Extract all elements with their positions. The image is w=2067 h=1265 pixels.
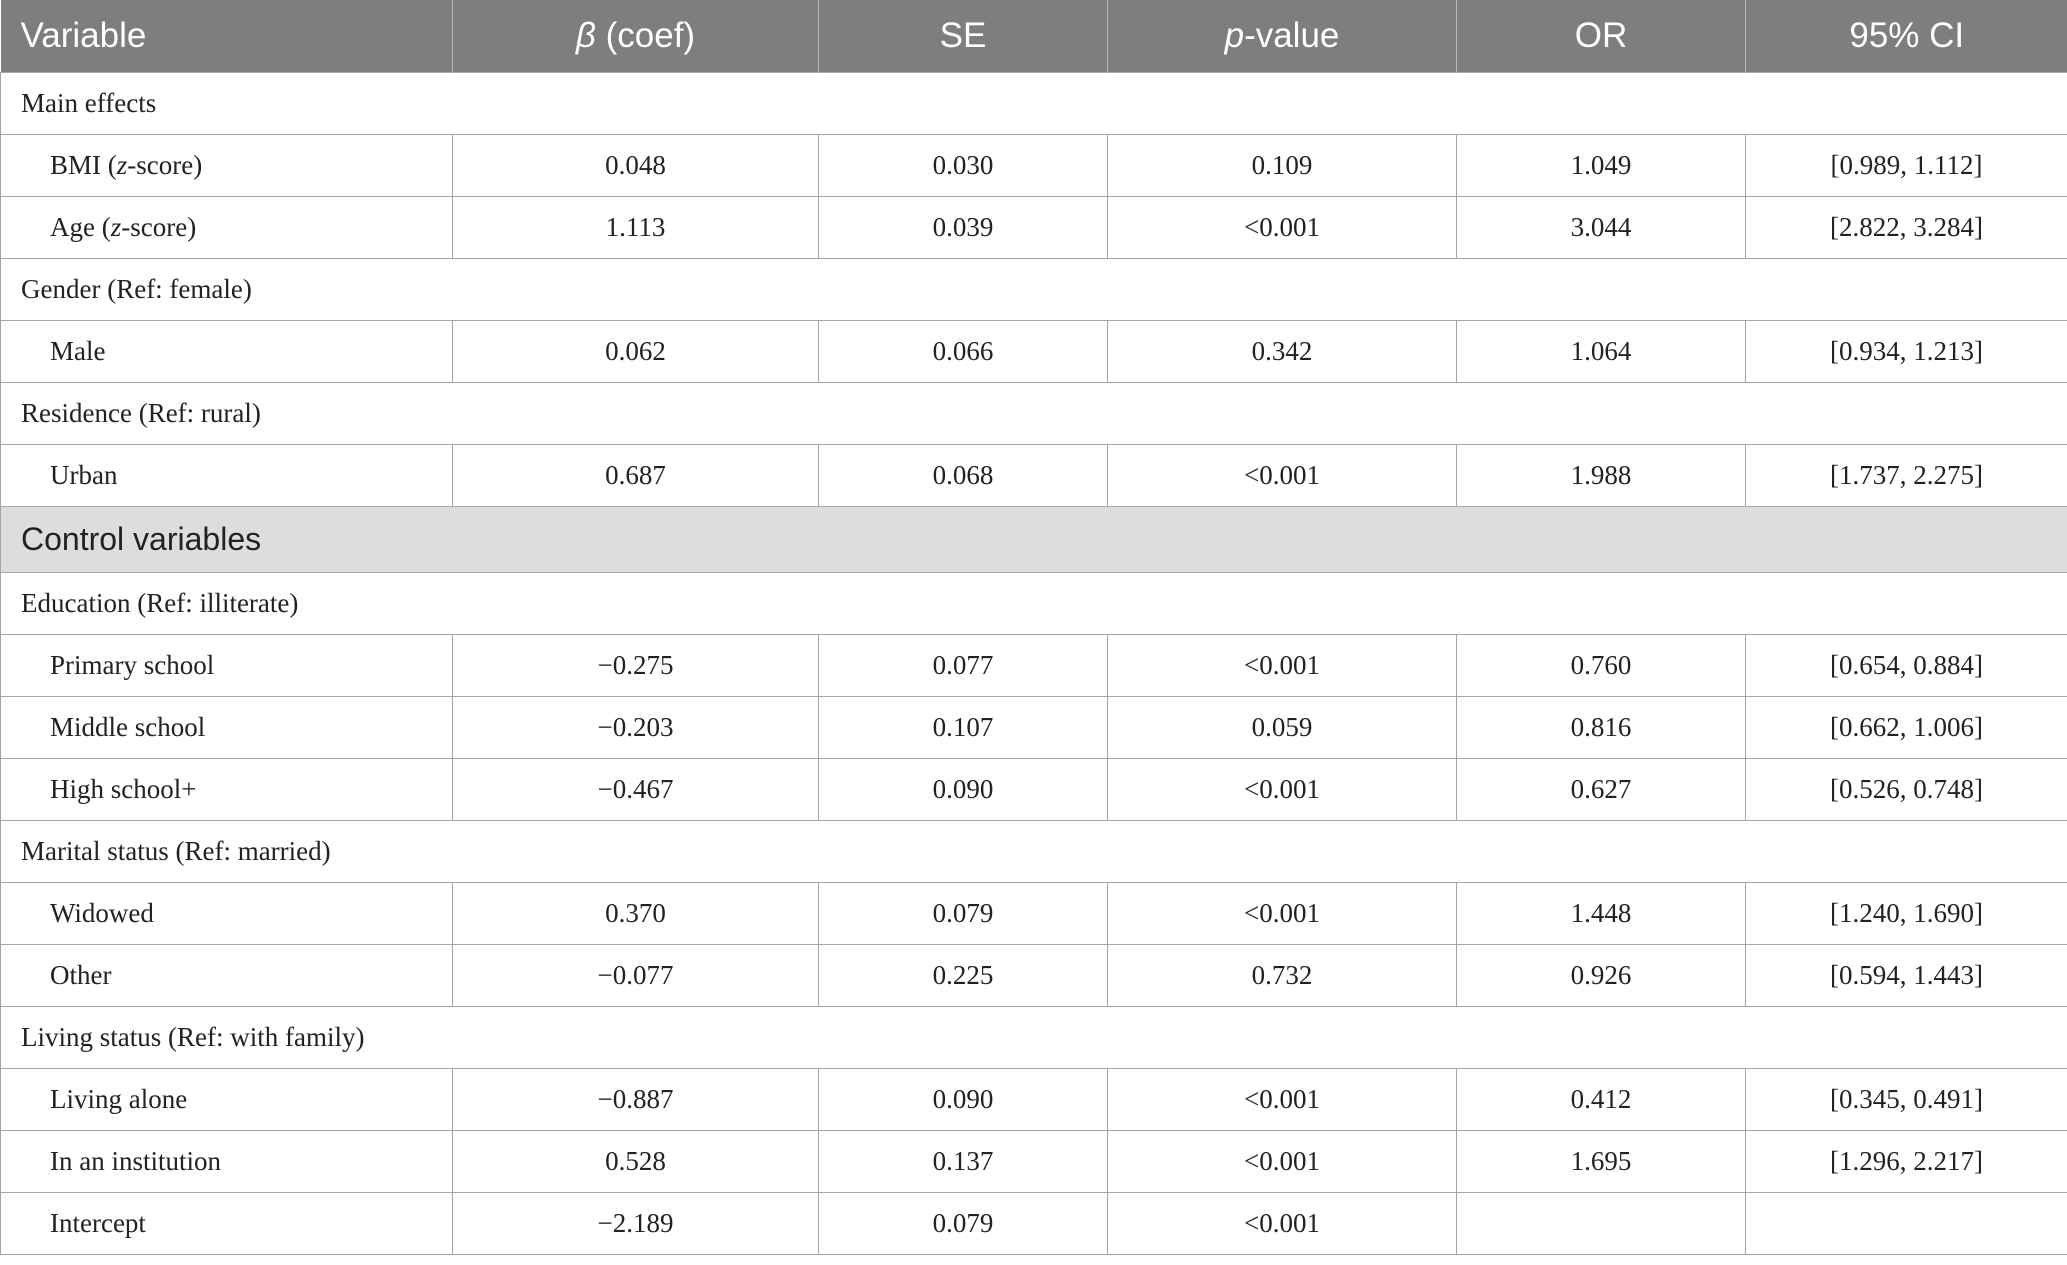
- header-se: SE: [819, 0, 1108, 73]
- se-cell: 0.079: [819, 1193, 1108, 1255]
- variable-cell: Primary school: [1, 635, 453, 697]
- se-cell: 0.077: [819, 635, 1108, 697]
- variable-name-prefix: Age (: [50, 212, 111, 242]
- beta-cell: 0.048: [453, 135, 819, 197]
- header-ci: 95% CI: [1746, 0, 2067, 73]
- p-value-cell: 0.109: [1108, 135, 1457, 197]
- variable-cell: In an institution: [1, 1131, 453, 1193]
- beta-cell: 0.528: [453, 1131, 819, 1193]
- beta-label: (coef): [595, 16, 696, 55]
- beta-symbol: β: [575, 16, 596, 55]
- header-variable: Variable: [1, 0, 453, 73]
- ci-cell: [0.345, 0.491]: [1746, 1069, 2067, 1131]
- beta-cell: −0.887: [453, 1069, 819, 1131]
- p-value-cell: 0.059: [1108, 697, 1457, 759]
- beta-cell: 1.113: [453, 197, 819, 259]
- group-row-gender: [1, 259, 2067, 321]
- group-row-main-effects: [1, 73, 2067, 135]
- ci-cell: [0.662, 1.006]: [1746, 697, 2067, 759]
- or-cell: 3.044: [1457, 197, 1746, 259]
- variable-cell: Other: [1, 945, 453, 1007]
- ci-cell: [2.822, 3.284]: [1746, 197, 2067, 259]
- variable-name-z: z: [116, 150, 128, 180]
- group-label: Living status (Ref: with family): [1, 1007, 2067, 1069]
- p-value-cell: <0.001: [1108, 1069, 1457, 1131]
- group-label: Marital status (Ref: married): [1, 821, 2067, 883]
- header-p-value: [1108, 0, 1457, 73]
- se-cell: 0.090: [819, 759, 1108, 821]
- beta-cell: 0.062: [453, 321, 819, 383]
- beta-cell: 0.687: [453, 445, 819, 507]
- p-value-cell: <0.001: [1108, 635, 1457, 697]
- or-cell: 1.988: [1457, 445, 1746, 507]
- group-label: Main effects: [1, 73, 2067, 135]
- variable-cell: High school+: [1, 759, 453, 821]
- or-cell: 0.760: [1457, 635, 1746, 697]
- variable-cell: [1, 197, 453, 259]
- p-value-cell: <0.001: [1108, 759, 1457, 821]
- group-label: Education (Ref: illiterate): [1, 573, 2067, 635]
- beta-cell: −0.203: [453, 697, 819, 759]
- variable-name-suffix: -score): [127, 150, 203, 180]
- se-cell: 0.107: [819, 697, 1108, 759]
- or-cell: 0.926: [1457, 945, 1746, 1007]
- ci-cell: [0.526, 0.748]: [1746, 759, 2067, 821]
- table-row: [1, 321, 2067, 383]
- header-row: [1, 0, 2067, 73]
- variable-cell: Living alone: [1, 1069, 453, 1131]
- or-cell: 1.695: [1457, 1131, 1746, 1193]
- se-cell: 0.068: [819, 445, 1108, 507]
- beta-cell: −0.077: [453, 945, 819, 1007]
- group-row-residence: [1, 383, 2067, 445]
- variable-name-prefix: BMI (: [50, 150, 117, 180]
- p-value-cell: <0.001: [1108, 197, 1457, 259]
- header-beta: [453, 0, 819, 73]
- ci-cell: [1.737, 2.275]: [1746, 445, 2067, 507]
- group-row-education: [1, 573, 2067, 635]
- table-row: [1, 445, 2067, 507]
- table-row: [1, 759, 2067, 821]
- or-cell: 0.412: [1457, 1069, 1746, 1131]
- or-cell: [1457, 1193, 1746, 1255]
- beta-cell: −2.189: [453, 1193, 819, 1255]
- variable-name-z: z: [110, 212, 122, 242]
- table-row: [1, 883, 2067, 945]
- p-value-cell: <0.001: [1108, 445, 1457, 507]
- section-label: Control variables: [1, 507, 2067, 573]
- se-cell: 0.066: [819, 321, 1108, 383]
- ci-cell: [0.934, 1.213]: [1746, 321, 2067, 383]
- se-cell: 0.225: [819, 945, 1108, 1007]
- or-cell: 0.816: [1457, 697, 1746, 759]
- table-row: [1, 945, 2067, 1007]
- p-value-cell: <0.001: [1108, 883, 1457, 945]
- group-row-marital-status: [1, 821, 2067, 883]
- section-row-control-variables: [1, 507, 2067, 573]
- or-cell: 0.627: [1457, 759, 1746, 821]
- table-row: [1, 1069, 2067, 1131]
- table-row: [1, 697, 2067, 759]
- variable-cell: Urban: [1, 445, 453, 507]
- p-value-cell: 0.732: [1108, 945, 1457, 1007]
- se-cell: 0.039: [819, 197, 1108, 259]
- group-row-living-status: [1, 1007, 2067, 1069]
- ci-cell: [0.989, 1.112]: [1746, 135, 2067, 197]
- header-or: OR: [1457, 0, 1746, 73]
- ci-cell: [0.594, 1.443]: [1746, 945, 2067, 1007]
- or-cell: 1.049: [1457, 135, 1746, 197]
- ci-cell: [0.654, 0.884]: [1746, 635, 2067, 697]
- beta-cell: −0.275: [453, 635, 819, 697]
- ci-cell: [1746, 1193, 2067, 1255]
- p-value-cell: <0.001: [1108, 1193, 1457, 1255]
- ci-cell: [1.296, 2.217]: [1746, 1131, 2067, 1193]
- variable-cell: [1, 135, 453, 197]
- variable-cell: Widowed: [1, 883, 453, 945]
- group-label: Gender (Ref: female): [1, 259, 2067, 321]
- table-row: [1, 1193, 2067, 1255]
- table-row: [1, 1131, 2067, 1193]
- or-cell: 1.448: [1457, 883, 1746, 945]
- variable-cell: Middle school: [1, 697, 453, 759]
- p-label: -value: [1244, 16, 1340, 55]
- p-value-cell: 0.342: [1108, 321, 1457, 383]
- se-cell: 0.079: [819, 883, 1108, 945]
- variable-cell: Male: [1, 321, 453, 383]
- se-cell: 0.137: [819, 1131, 1108, 1193]
- beta-cell: 0.370: [453, 883, 819, 945]
- beta-cell: −0.467: [453, 759, 819, 821]
- se-cell: 0.090: [819, 1069, 1108, 1131]
- table-row: [1, 635, 2067, 697]
- se-cell: 0.030: [819, 135, 1108, 197]
- p-symbol: p: [1224, 16, 1245, 55]
- table-row: [1, 135, 2067, 197]
- variable-cell: Intercept: [1, 1193, 453, 1255]
- variable-name-suffix: -score): [121, 212, 197, 242]
- table-row: [1, 197, 2067, 259]
- p-value-cell: <0.001: [1108, 1131, 1457, 1193]
- group-label: Residence (Ref: rural): [1, 383, 2067, 445]
- ci-cell: [1.240, 1.690]: [1746, 883, 2067, 945]
- or-cell: 1.064: [1457, 321, 1746, 383]
